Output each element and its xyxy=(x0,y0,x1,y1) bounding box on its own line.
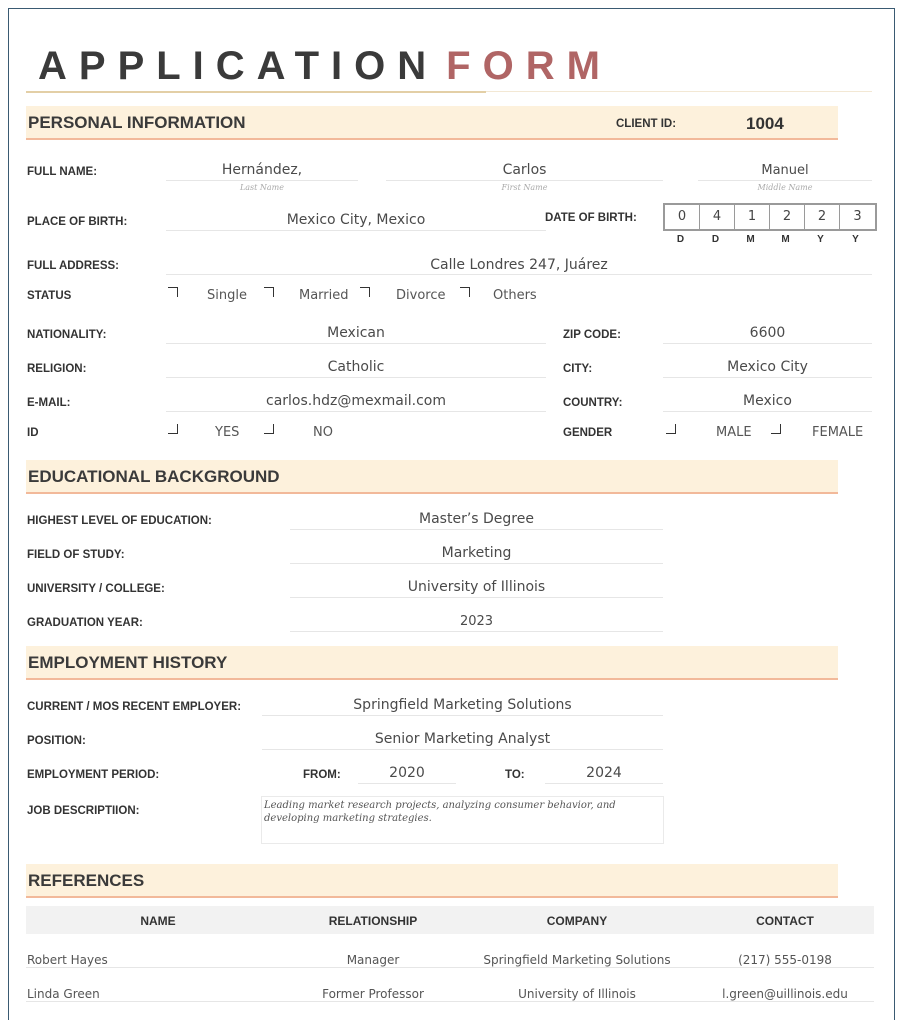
religion-label: RELIGION: xyxy=(27,363,87,375)
place-of-birth-label: PLACE OF BIRTH: xyxy=(27,216,128,228)
first-name-caption: First Name xyxy=(501,183,548,192)
position-field[interactable]: Senior Marketing Analyst xyxy=(262,731,663,750)
graduation-year-label: GRADUATION YEAR: xyxy=(27,617,143,629)
address-field[interactable]: Calle Londres 247, Juárez xyxy=(166,257,872,275)
dob-captions xyxy=(663,234,873,245)
reference-relationship: Manager xyxy=(346,953,400,967)
section-personal-information xyxy=(26,106,838,140)
place-of-birth-field[interactable]: Mexico City, Mexico xyxy=(166,212,546,231)
to-label: TO: xyxy=(505,769,525,781)
university-label: UNIVERSITY / COLLEGE: xyxy=(27,583,165,595)
country-field[interactable]: Mexico xyxy=(663,393,872,412)
university-field[interactable]: University of Illinois xyxy=(290,579,663,598)
reference-contact: l.green@uillinois.edu xyxy=(722,987,848,1001)
dob-digit[interactable]: 2 xyxy=(770,205,805,229)
middle-name-caption: Middle Name xyxy=(757,183,813,192)
status-others-option: Others xyxy=(493,288,537,303)
reference-name: Linda Green xyxy=(27,987,100,1001)
education-level-field[interactable]: Master’s Degree xyxy=(290,511,663,530)
education-level-label: HIGHEST LEVEL OF EDUCATION: xyxy=(27,515,212,527)
to-year-field[interactable]: 2024 xyxy=(545,765,663,784)
graduation-year-field[interactable]: 2023 xyxy=(290,614,663,632)
city-field[interactable]: Mexico City xyxy=(663,359,872,378)
gender-male-checkbox[interactable] xyxy=(666,424,676,434)
field-of-study-field[interactable]: Marketing xyxy=(290,545,663,564)
reference-contact: (217) 555-0198 xyxy=(738,953,832,967)
dob-caption: D xyxy=(676,234,685,245)
id-yes-option: YES xyxy=(215,425,240,440)
dob-label: DATE OF BIRTH: xyxy=(545,212,637,224)
section-title: REFERENCES xyxy=(28,871,145,890)
status-divorce-option: Divorce xyxy=(396,288,446,303)
employer-field[interactable]: Springfield Marketing Solutions xyxy=(262,697,663,716)
status-single-option: Single xyxy=(207,288,247,303)
id-yes-checkbox[interactable] xyxy=(168,424,178,434)
section-employment-history xyxy=(26,646,838,680)
section-title: EDUCATIONAL BACKGROUND xyxy=(28,467,280,486)
section-educational-background xyxy=(26,460,838,494)
title-underline-light xyxy=(486,91,872,92)
last-name-field[interactable]: Hernández, xyxy=(166,162,358,181)
employment-period-label: EMPLOYMENT PERIOD: xyxy=(27,769,160,781)
address-label: FULL ADDRESS: xyxy=(27,260,119,272)
id-no-option: NO xyxy=(313,425,333,440)
gender-female-option: FEMALE xyxy=(812,425,864,440)
column-header-relationship: RELATIONSHIP xyxy=(328,914,418,928)
dob-caption: M xyxy=(746,234,755,245)
column-header-contact: CONTACT xyxy=(756,914,814,928)
job-description-label: JOB DESCRIPTIION: xyxy=(27,805,140,817)
dob-digit[interactable]: 4 xyxy=(700,205,735,229)
table-row xyxy=(26,981,874,1002)
religion-field[interactable]: Catholic xyxy=(166,359,546,378)
reference-relationship: Former Professor xyxy=(322,987,424,1001)
first-name-field[interactable]: Carlos xyxy=(386,162,663,181)
reference-name: Robert Hayes xyxy=(27,953,108,967)
employer-label: CURRENT / MOS RECENT EMPLOYER: xyxy=(27,701,242,713)
section-title: EMPLOYMENT HISTORY xyxy=(28,653,228,672)
gender-label: GENDER xyxy=(563,427,613,439)
gender-male-option: MALE xyxy=(716,425,752,440)
position-label: POSITION: xyxy=(27,735,86,747)
gender-female-checkbox[interactable] xyxy=(771,424,781,434)
dob-digit[interactable]: 1 xyxy=(735,205,770,229)
table-row xyxy=(26,947,874,968)
dob-boxes[interactable] xyxy=(663,203,877,231)
status-married-option: Married xyxy=(299,288,349,303)
client-id-label: CLIENT ID: xyxy=(616,118,677,130)
from-label: FROM: xyxy=(303,769,341,781)
email-field[interactable]: carlos.hdz@mexmail.com xyxy=(166,393,546,412)
country-label: COUNTRY: xyxy=(563,397,623,409)
id-label: ID xyxy=(27,427,39,439)
city-label: CITY: xyxy=(563,363,593,375)
dob-digit[interactable]: 3 xyxy=(853,209,862,224)
dob-caption: Y xyxy=(852,234,859,245)
status-others-checkbox[interactable] xyxy=(460,287,470,297)
client-id-value: 1004 xyxy=(746,114,784,133)
section-references xyxy=(26,864,838,898)
references-table-header xyxy=(26,906,874,934)
dob-digit[interactable]: 0 xyxy=(665,205,700,229)
field-of-study-label: FIELD OF STUDY: xyxy=(27,549,125,561)
form-title xyxy=(38,44,612,89)
last-name-caption: Last Name xyxy=(239,183,285,192)
status-married-checkbox[interactable] xyxy=(264,287,274,297)
dob-digit[interactable]: 2 xyxy=(805,205,840,229)
from-year-field[interactable]: 2020 xyxy=(358,765,456,784)
nationality-field[interactable]: Mexican xyxy=(166,325,546,344)
zip-code-field[interactable]: 6600 xyxy=(663,325,872,344)
title-underline xyxy=(26,91,486,93)
column-header-name: NAME xyxy=(140,914,176,928)
dob-caption: D xyxy=(711,234,720,245)
status-divorce-checkbox[interactable] xyxy=(360,287,370,297)
status-label: STATUS xyxy=(27,290,72,302)
middle-name-field[interactable]: Manuel xyxy=(698,163,872,181)
id-no-checkbox[interactable] xyxy=(264,424,274,434)
form-title-word2: FORM xyxy=(446,44,612,88)
email-label: E-MAIL: xyxy=(27,397,71,409)
job-description-field[interactable]: Leading market research projects, analyzing consumer behavior, and developing marketing strategies. xyxy=(261,796,664,844)
status-single-checkbox[interactable] xyxy=(168,287,178,297)
reference-company: University of Illinois xyxy=(518,987,636,1001)
nationality-label: NATIONALITY: xyxy=(27,329,107,341)
column-header-company: COMPANY xyxy=(546,914,608,928)
reference-company: Springfield Marketing Solutions xyxy=(483,953,671,967)
dob-caption: Y xyxy=(817,234,824,245)
section-title: PERSONAL INFORMATION xyxy=(28,113,246,132)
dob-caption: M xyxy=(781,234,790,245)
full-name-label: FULL NAME: xyxy=(27,166,98,178)
form-title-word1: APPLICATION xyxy=(38,44,439,88)
zip-code-label: ZIP CODE: xyxy=(563,329,621,341)
